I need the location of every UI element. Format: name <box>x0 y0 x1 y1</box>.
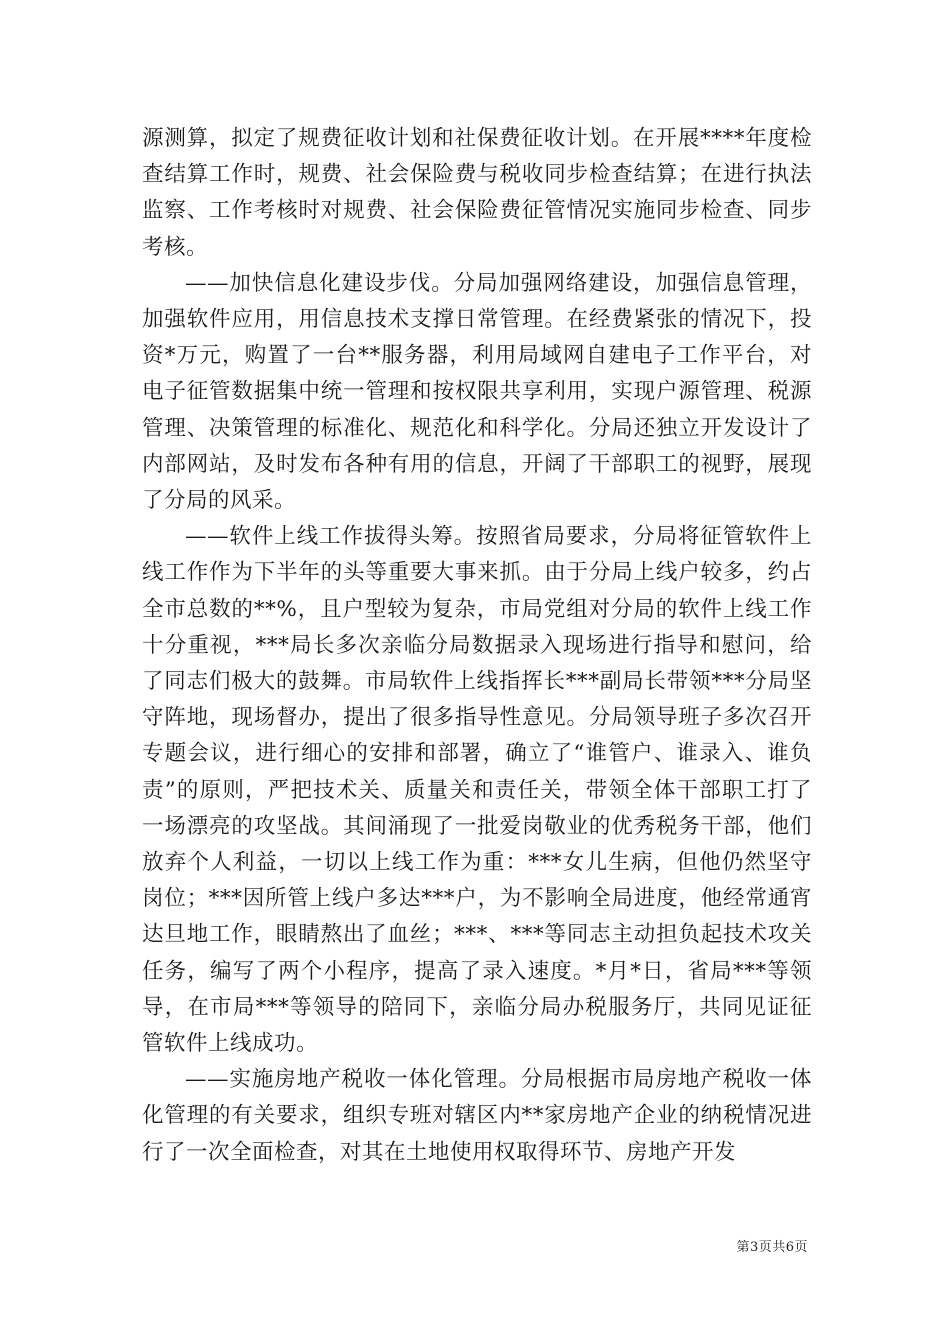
paragraph-3: ——软件上线工作拔得头筹。按照省局要求，分局将征管软件上线工作作为下半年的头等重要大事来抓。由于分局上线户较多，约占全市总数的**%，且户型较为复杂，市局党组对分局的软件上线工作十分重视，***局长多次亲临分局数据录入现场进行指导和慰问，给了同志们极大的鼓舞。市局软件上线指挥长***副局长带领***分局坚守阵地，现场督办，提出了很多指导性意见。分局领导班子多次召开专题会议，进行细心的安排和部署，确立了“谁管户、谁录入、谁负责”的原则，严把技术关、质量关和责任关，带领全体干部职工打了一场漂亮的攻坚战。其间涌现了一批爱岗敬业的优秀税务干部，他们放弃个人利益，一切以上线工作为重：***女儿生病，但他仍然坚守岗位；***因所管上线户多达***户，为不影响全局进度，他经常通宵达旦地工作，眼睛熬出了血丝；***、***等同志主动担负起技术攻关任务，编写了两个小程序，提高了录入速度。*月*日，省局***等领导，在市局***等领导的陪同下，亲临分局办税服务厅，共同见证征管软件上线成功。 <box>142 524 812 1057</box>
paragraph-1: 源测算，拟定了规费征收计划和社保费征收计划。在开展****年度检查结算工作时，规费、社会保险费与税收同步检查结算；在进行执法监察、工作考核时对规费、社会保险费征管情况实施同步检查、同步考核。 <box>142 126 812 260</box>
paragraph-2: ——加快信息化建设步伐。分局加强网络建设，加强信息管理，加强软件应用，用信息技术支撑日常管理。在经费紧张的情况下，投资*万元，购置了一台**服务器，利用局域网自建电子工作平台，对电子征管数据集中统一管理和按权限共享利用，实现户源管理、税源管理、决策管理的标准化、规范化和科学化。分局还独立开发设计了内部网站，及时发布各种有用的信息，开阔了干部职工的视野，展现了分局的风采。 <box>142 270 812 514</box>
document-body <box>142 121 812 1171</box>
page-number: 第3页共6页 <box>736 1240 808 1255</box>
paragraph-4: ——实施房地产税收一体化管理。分局根据市局房地产税收一体化管理的有关要求，组织专班对辖区内**家房地产企业的纳税情况进行了一次全面检查，对其在土地使用权取得环节、房地产开发 <box>142 1067 812 1165</box>
